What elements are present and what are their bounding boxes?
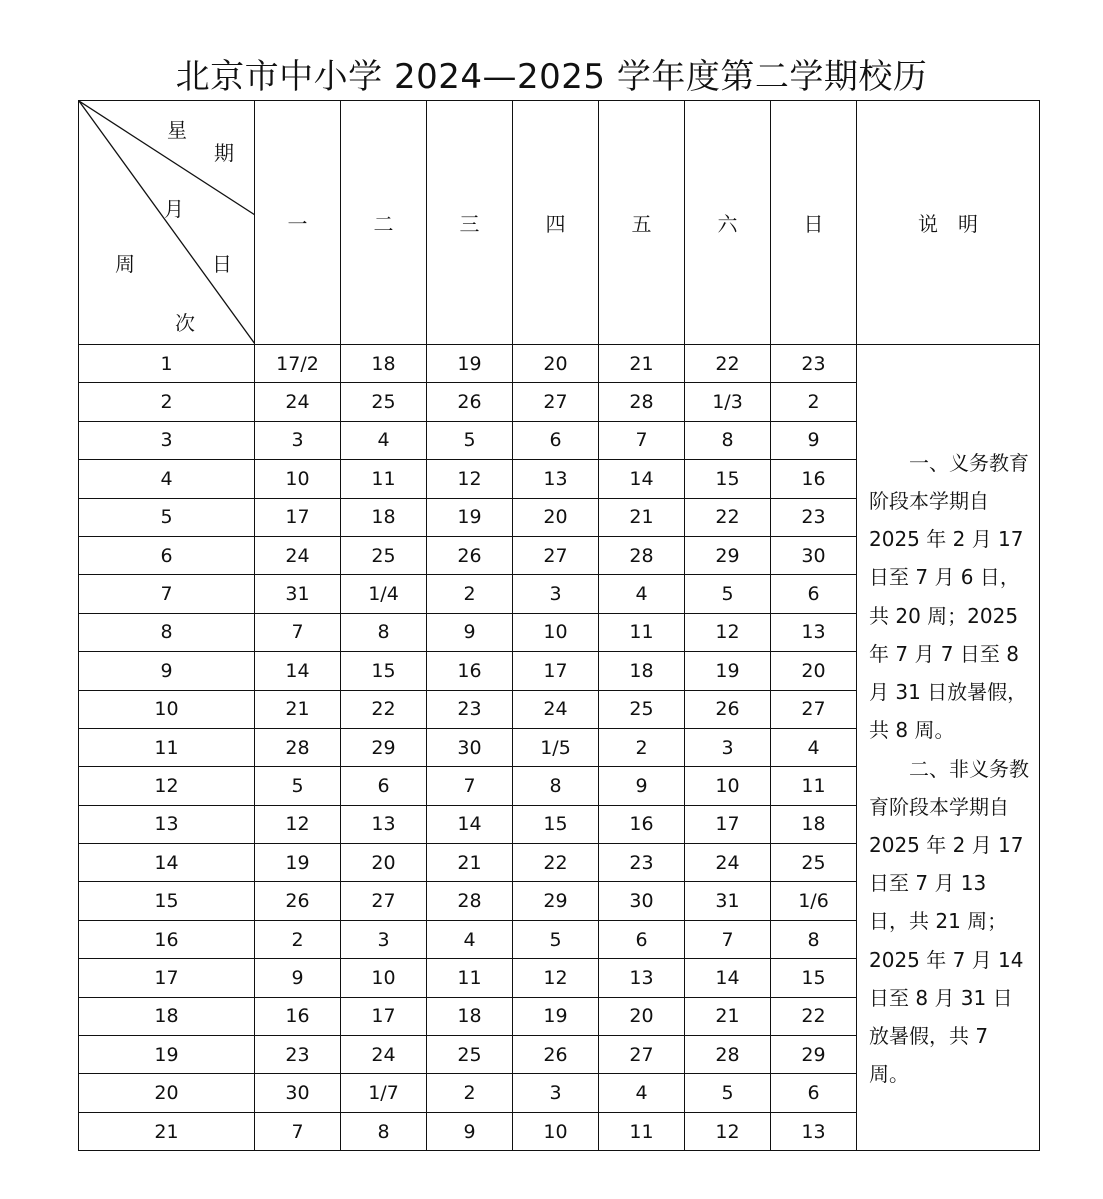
weekday-header-sat: 六 [685, 101, 771, 345]
date-cell: 24 [255, 383, 341, 421]
date-cell: 11 [599, 613, 685, 651]
date-cell: 3 [513, 1074, 599, 1112]
date-cell: 23 [599, 844, 685, 882]
date-cell: 6 [771, 1074, 857, 1112]
weekday-header-tue: 二 [341, 101, 427, 345]
date-cell: 27 [513, 536, 599, 574]
date-cell: 19 [255, 844, 341, 882]
date-cell: 21 [255, 690, 341, 728]
date-cell: 26 [685, 690, 771, 728]
school-calendar-table [78, 100, 1040, 1151]
date-cell: 2 [771, 383, 857, 421]
date-cell: 9 [771, 421, 857, 459]
date-cell: 4 [771, 728, 857, 766]
date-cell: 7 [255, 1112, 341, 1150]
date-cell: 25 [771, 844, 857, 882]
date-cell: 3 [255, 421, 341, 459]
date-cell: 13 [599, 959, 685, 997]
date-cell: 21 [599, 345, 685, 383]
date-cell: 20 [513, 345, 599, 383]
date-cell: 16 [255, 997, 341, 1035]
date-cell: 29 [685, 536, 771, 574]
date-cell: 9 [255, 959, 341, 997]
date-cell: 11 [771, 767, 857, 805]
date-cell: 18 [427, 997, 513, 1035]
date-cell: 5 [255, 767, 341, 805]
week-number-cell: 16 [79, 920, 255, 958]
date-cell: 27 [771, 690, 857, 728]
week-number-cell: 13 [79, 805, 255, 843]
date-cell: 20 [771, 652, 857, 690]
note-header: 说 明 [857, 101, 1040, 345]
date-cell: 25 [341, 536, 427, 574]
corner-label-ci: 次 [175, 311, 195, 335]
date-cell: 13 [771, 1112, 857, 1150]
date-cell: 28 [255, 728, 341, 766]
header-row [79, 101, 1040, 345]
date-cell: 1/3 [685, 383, 771, 421]
date-cell: 11 [427, 959, 513, 997]
date-cell: 2 [599, 728, 685, 766]
note-paragraph: 一、义务教育阶段本学期自 2025 年 2 月 17 日至 7 月 6 日，共 20 周；2025 年 7 月 7 日至 8 月 31 日放暑假，共 8 周。 [869, 450, 1029, 743]
date-cell: 12 [513, 959, 599, 997]
date-cell: 4 [427, 920, 513, 958]
date-cell: 1/4 [341, 575, 427, 613]
date-cell: 26 [513, 1036, 599, 1074]
date-cell: 21 [427, 844, 513, 882]
date-cell: 24 [255, 536, 341, 574]
date-cell: 30 [599, 882, 685, 920]
weekday-header-wed: 三 [427, 101, 513, 345]
date-cell: 31 [685, 882, 771, 920]
date-cell: 25 [599, 690, 685, 728]
date-cell: 13 [771, 613, 857, 651]
date-cell: 22 [771, 997, 857, 1035]
date-cell: 15 [341, 652, 427, 690]
date-cell: 8 [341, 1112, 427, 1150]
date-cell: 10 [513, 613, 599, 651]
date-cell: 12 [427, 460, 513, 498]
date-cell: 30 [255, 1074, 341, 1112]
week-number-cell: 10 [79, 690, 255, 728]
corner-label-qi: 期 [214, 141, 234, 165]
table-row [79, 345, 1040, 383]
date-cell: 29 [771, 1036, 857, 1074]
date-cell: 26 [427, 536, 513, 574]
date-cell: 18 [341, 345, 427, 383]
date-cell: 16 [771, 460, 857, 498]
week-number-cell: 18 [79, 997, 255, 1035]
date-cell: 19 [513, 997, 599, 1035]
date-cell: 30 [427, 728, 513, 766]
date-cell: 21 [685, 997, 771, 1035]
date-cell: 3 [341, 920, 427, 958]
date-cell: 3 [513, 575, 599, 613]
date-cell: 24 [341, 1036, 427, 1074]
date-cell: 12 [255, 805, 341, 843]
date-cell: 19 [427, 345, 513, 383]
date-cell: 7 [599, 421, 685, 459]
date-cell: 29 [513, 882, 599, 920]
date-cell: 4 [341, 421, 427, 459]
date-cell: 23 [427, 690, 513, 728]
date-cell: 20 [341, 844, 427, 882]
date-cell: 22 [341, 690, 427, 728]
notes-text [857, 402, 1039, 1093]
date-cell: 11 [599, 1112, 685, 1150]
week-number-cell: 19 [79, 1036, 255, 1074]
week-number-cell: 21 [79, 1112, 255, 1150]
date-cell: 16 [427, 652, 513, 690]
date-cell: 10 [513, 1112, 599, 1150]
week-number-cell: 3 [79, 421, 255, 459]
date-cell: 14 [255, 652, 341, 690]
corner-label-zhou: 周 [115, 252, 135, 276]
week-number-cell: 14 [79, 844, 255, 882]
week-number-cell: 20 [79, 1074, 255, 1112]
date-cell: 7 [255, 613, 341, 651]
week-number-cell: 7 [79, 575, 255, 613]
date-cell: 9 [599, 767, 685, 805]
date-cell: 4 [599, 1074, 685, 1112]
date-cell: 17 [513, 652, 599, 690]
date-cell: 11 [341, 460, 427, 498]
date-cell: 6 [341, 767, 427, 805]
date-cell: 20 [599, 997, 685, 1035]
date-cell: 22 [513, 844, 599, 882]
corner-label-yue: 月 [164, 197, 184, 221]
date-cell: 8 [771, 920, 857, 958]
week-number-cell: 5 [79, 498, 255, 536]
date-cell: 14 [427, 805, 513, 843]
date-cell: 26 [427, 383, 513, 421]
weekday-header-mon: 一 [255, 101, 341, 345]
week-number-cell: 11 [79, 728, 255, 766]
date-cell: 15 [513, 805, 599, 843]
date-cell: 16 [599, 805, 685, 843]
date-cell: 12 [685, 613, 771, 651]
date-cell: 10 [685, 767, 771, 805]
date-cell: 2 [427, 575, 513, 613]
date-cell: 25 [427, 1036, 513, 1074]
date-cell: 24 [513, 690, 599, 728]
week-number-cell: 9 [79, 652, 255, 690]
date-cell: 23 [255, 1036, 341, 1074]
date-cell: 3 [685, 728, 771, 766]
corner-label-xing: 星 [167, 118, 187, 142]
date-cell: 18 [341, 498, 427, 536]
date-cell: 28 [685, 1036, 771, 1074]
date-cell: 17 [255, 498, 341, 536]
date-cell: 6 [513, 421, 599, 459]
date-cell: 4 [599, 575, 685, 613]
week-number-cell: 8 [79, 613, 255, 651]
week-number-cell: 15 [79, 882, 255, 920]
date-cell: 12 [685, 1112, 771, 1150]
date-cell: 5 [513, 920, 599, 958]
date-cell: 22 [685, 345, 771, 383]
date-cell: 30 [771, 536, 857, 574]
date-cell: 17/2 [255, 345, 341, 383]
date-cell: 29 [341, 728, 427, 766]
date-cell: 15 [771, 959, 857, 997]
date-cell: 31 [255, 575, 341, 613]
week-number-cell: 12 [79, 767, 255, 805]
date-cell: 6 [771, 575, 857, 613]
date-cell: 5 [685, 575, 771, 613]
page-title: 北京市中小学 2024—2025 学年度第二学期校历 [175, 57, 928, 97]
date-cell: 15 [685, 460, 771, 498]
date-cell: 2 [427, 1074, 513, 1112]
date-cell: 14 [685, 959, 771, 997]
date-cell: 17 [341, 997, 427, 1035]
date-cell: 28 [427, 882, 513, 920]
weekday-header-thu: 四 [513, 101, 599, 345]
week-number-cell: 4 [79, 460, 255, 498]
date-cell: 28 [599, 383, 685, 421]
date-cell: 8 [685, 421, 771, 459]
date-cell: 23 [771, 498, 857, 536]
week-number-cell: 6 [79, 536, 255, 574]
date-cell: 20 [513, 498, 599, 536]
date-cell: 27 [513, 383, 599, 421]
date-cell: 9 [427, 1112, 513, 1150]
date-cell: 10 [341, 959, 427, 997]
date-cell: 5 [427, 421, 513, 459]
week-number-cell: 2 [79, 383, 255, 421]
corner-header-cell [79, 101, 255, 345]
week-number-cell: 17 [79, 959, 255, 997]
date-cell: 14 [599, 460, 685, 498]
date-cell: 13 [341, 805, 427, 843]
date-cell: 17 [685, 805, 771, 843]
date-cell: 6 [599, 920, 685, 958]
date-cell: 8 [341, 613, 427, 651]
notes-cell [857, 345, 1040, 1151]
date-cell: 19 [427, 498, 513, 536]
date-cell: 13 [513, 460, 599, 498]
date-cell: 1/6 [771, 882, 857, 920]
date-cell: 25 [341, 383, 427, 421]
date-cell: 1/7 [341, 1074, 427, 1112]
date-cell: 21 [599, 498, 685, 536]
weekday-header-sun: 日 [771, 101, 857, 345]
date-cell: 28 [599, 536, 685, 574]
date-cell: 10 [255, 460, 341, 498]
date-cell: 7 [427, 767, 513, 805]
weekday-header-fri: 五 [599, 101, 685, 345]
date-cell: 27 [341, 882, 427, 920]
date-cell: 2 [255, 920, 341, 958]
date-cell: 1/5 [513, 728, 599, 766]
week-number-cell: 1 [79, 345, 255, 383]
date-cell: 5 [685, 1074, 771, 1112]
date-cell: 24 [685, 844, 771, 882]
date-cell: 9 [427, 613, 513, 651]
date-cell: 27 [599, 1036, 685, 1074]
date-cell: 26 [255, 882, 341, 920]
date-cell: 22 [685, 498, 771, 536]
date-cell: 7 [685, 920, 771, 958]
date-cell: 23 [771, 345, 857, 383]
date-cell: 8 [513, 767, 599, 805]
date-cell: 18 [599, 652, 685, 690]
note-paragraph: 二、非义务教育阶段本学期自 2025 年 2 月 17 日至 7 月 13 日，共 21 周；2025 年 7 月 14 日至 8 月 31 日放暑假，共 7 周。 [869, 756, 1029, 1087]
date-cell: 18 [771, 805, 857, 843]
corner-label-ri: 日 [212, 252, 232, 276]
date-cell: 19 [685, 652, 771, 690]
